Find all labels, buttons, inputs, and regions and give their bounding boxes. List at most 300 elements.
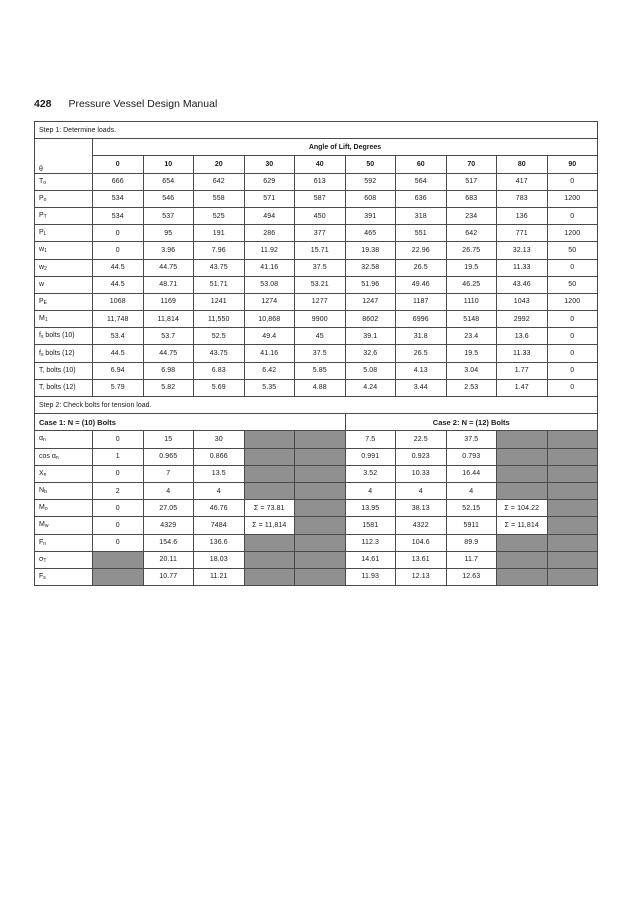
symbol: σ — [39, 555, 44, 563]
value-cell: 683 — [446, 190, 497, 207]
value-cell: 642 — [446, 225, 497, 242]
value-cell: 7.5 — [345, 431, 396, 448]
step1-row-label — [35, 362, 93, 379]
value-cell: 43.75 — [194, 345, 245, 362]
value-cell: 10.77 — [143, 568, 194, 585]
shaded-cell — [93, 551, 144, 568]
value-cell: 5911 — [446, 517, 497, 534]
angle-header-row — [35, 139, 598, 156]
step2-row-label — [35, 482, 93, 499]
value-cell: 26.75 — [446, 242, 497, 259]
step2-row-label — [35, 448, 93, 465]
value-cell: 50 — [547, 242, 598, 259]
value-cell: 4 — [396, 482, 447, 499]
value-cell: 4.24 — [345, 379, 396, 396]
table-row — [35, 448, 598, 465]
value-cell: 517 — [446, 173, 497, 190]
shaded-cell — [547, 517, 598, 534]
shaded-cell — [547, 568, 598, 585]
value-cell: 666 — [93, 173, 144, 190]
shaded-cell — [295, 465, 346, 482]
shaded-cell — [497, 465, 548, 482]
value-cell: 6.83 — [194, 362, 245, 379]
symbol: w — [39, 246, 45, 254]
value-cell: 0.991 — [345, 448, 396, 465]
symbol: w — [39, 263, 45, 271]
shaded-cell — [295, 534, 346, 551]
value-cell: 537 — [143, 207, 194, 224]
value-cell: 136.6 — [194, 534, 245, 551]
table-row — [35, 190, 598, 207]
value-cell: 6.94 — [93, 362, 144, 379]
shaded-cell — [295, 448, 346, 465]
case-header-row — [35, 414, 598, 431]
angle-values-row — [35, 156, 598, 173]
value-cell: 1.47 — [497, 379, 548, 396]
shaded-cell — [497, 482, 548, 499]
value-cell: Σ = 11,814 — [244, 517, 295, 534]
value-cell: 4 — [194, 482, 245, 499]
value-cell: 4 — [446, 482, 497, 499]
value-cell: 52.5 — [194, 328, 245, 345]
subscript: s — [43, 574, 46, 581]
table-row — [35, 207, 598, 224]
value-cell: 13.95 — [345, 500, 396, 517]
table-row — [35, 311, 598, 328]
value-cell: 16.44 — [446, 465, 497, 482]
value-cell: 37.5 — [295, 345, 346, 362]
value-cell: 30 — [194, 431, 245, 448]
angle-cell: 40 — [295, 156, 346, 173]
value-cell: 27.05 — [143, 500, 194, 517]
value-cell: 0 — [93, 534, 144, 551]
subscript: E — [43, 299, 48, 306]
value-cell: 5.79 — [93, 379, 144, 396]
value-cell: Σ = 11,814 — [497, 517, 548, 534]
value-cell: 4322 — [396, 517, 447, 534]
step2-label: Step 2: Check bolts for tension load. — [35, 397, 598, 414]
value-cell: 3.04 — [446, 362, 497, 379]
value-cell: 53.21 — [295, 276, 346, 293]
shaded-cell — [547, 500, 598, 517]
value-cell: 0 — [93, 242, 144, 259]
value-cell: 558 — [194, 190, 245, 207]
shaded-cell — [244, 482, 295, 499]
angle-cell: 70 — [446, 156, 497, 173]
table-row — [35, 276, 598, 293]
value-cell: 13.61 — [396, 551, 447, 568]
case2-header: Case 2: N = (12) Bolts — [345, 414, 598, 431]
value-cell: 377 — [295, 225, 346, 242]
value-cell: 0 — [93, 431, 144, 448]
symbol: X — [39, 469, 44, 477]
subscript: T — [43, 557, 47, 564]
value-cell: Σ = 104.22 — [497, 500, 548, 517]
case1-header: Case 1: N = (10) Bolts — [35, 414, 346, 431]
subscript: 1 — [44, 317, 48, 324]
value-cell: 318 — [396, 207, 447, 224]
subscript: s — [40, 351, 44, 358]
value-cell: 771 — [497, 225, 548, 242]
value-cell: 0 — [547, 259, 598, 276]
value-cell: 15.71 — [295, 242, 346, 259]
shaded-cell — [295, 517, 346, 534]
value-cell: 1241 — [194, 293, 245, 310]
value-cell: 15 — [143, 431, 194, 448]
step1-row-label — [35, 242, 93, 259]
step1-row-label — [35, 328, 93, 345]
value-cell: 12.63 — [446, 568, 497, 585]
shaded-cell — [547, 482, 598, 499]
value-cell: 50 — [547, 276, 598, 293]
table-row — [35, 259, 598, 276]
shaded-cell — [244, 465, 295, 482]
value-cell: 19.5 — [446, 345, 497, 362]
value-cell: 112.3 — [345, 534, 396, 551]
angle-cell: 10 — [143, 156, 194, 173]
value-cell: 51.71 — [194, 276, 245, 293]
value-cell: 5.85 — [295, 362, 346, 379]
value-cell: 5.69 — [194, 379, 245, 396]
value-cell: 534 — [93, 190, 144, 207]
value-cell: 39.1 — [345, 328, 396, 345]
angle-cell: 50 — [345, 156, 396, 173]
value-cell: 642 — [194, 173, 245, 190]
subscript: b — [44, 489, 47, 496]
value-cell: 0.866 — [194, 448, 245, 465]
value-cell: 0.923 — [396, 448, 447, 465]
subscript: 2 — [44, 265, 47, 272]
value-cell: 10.33 — [396, 465, 447, 482]
table-row — [35, 517, 598, 534]
value-cell: 49.46 — [396, 276, 447, 293]
shaded-cell — [295, 431, 346, 448]
value-cell: 19.38 — [345, 242, 396, 259]
value-cell: 41.16 — [244, 259, 295, 276]
value-cell: 53.4 — [93, 328, 144, 345]
value-cell: 1068 — [93, 293, 144, 310]
shaded-cell — [547, 465, 598, 482]
value-cell: 6.98 — [143, 362, 194, 379]
value-cell: 5148 — [446, 311, 497, 328]
value-cell: 1247 — [345, 293, 396, 310]
value-cell: 37.5 — [295, 259, 346, 276]
value-cell: 551 — [396, 225, 447, 242]
angle-cell: 30 — [244, 156, 295, 173]
value-cell: 571 — [244, 190, 295, 207]
symbol: α — [39, 435, 44, 443]
step2-row-label — [35, 568, 93, 585]
step1-row — [35, 122, 598, 139]
subscript: s — [40, 334, 44, 341]
symbol: N — [39, 487, 45, 495]
value-cell: 52.15 — [446, 500, 497, 517]
symbol: P — [39, 212, 44, 220]
shaded-cell — [547, 431, 598, 448]
value-cell: 11.7 — [446, 551, 497, 568]
value-cell: 45 — [295, 328, 346, 345]
shaded-cell — [547, 551, 598, 568]
shaded-cell — [244, 431, 295, 448]
value-cell: 11.93 — [345, 568, 396, 585]
step1-row-label — [35, 173, 93, 190]
value-cell: 4 — [345, 482, 396, 499]
symbol: M — [39, 521, 45, 529]
value-cell: 89.9 — [446, 534, 497, 551]
value-cell: 391 — [345, 207, 396, 224]
value-cell: 0 — [93, 517, 144, 534]
loads-table-body — [35, 122, 598, 586]
shaded-cell — [93, 568, 144, 585]
symbol: f — [39, 349, 41, 357]
value-cell: 7.96 — [194, 242, 245, 259]
angle-cell: 90 — [547, 156, 598, 173]
value-cell: 9900 — [295, 311, 346, 328]
value-cell: 51.96 — [345, 276, 396, 293]
value-cell: 11,550 — [194, 311, 245, 328]
value-cell: 11,748 — [93, 311, 144, 328]
step1-row-label — [35, 379, 93, 396]
shaded-cell — [244, 448, 295, 465]
value-cell: 6996 — [396, 311, 447, 328]
symbol: P — [39, 297, 44, 305]
shaded-cell — [295, 500, 346, 517]
value-cell: 1277 — [295, 293, 346, 310]
value-cell: 136 — [497, 207, 548, 224]
shaded-cell — [244, 568, 295, 585]
loads-table — [34, 121, 598, 586]
value-cell: 1200 — [547, 190, 598, 207]
subscript: o — [43, 179, 47, 186]
value-cell: 4 — [143, 482, 194, 499]
value-cell: 10,868 — [244, 311, 295, 328]
value-cell: Σ = 73.81 — [244, 500, 295, 517]
angle-cell: 80 — [497, 156, 548, 173]
step1-row-label — [35, 276, 93, 293]
subscript: n — [43, 540, 47, 547]
value-cell: 53.08 — [244, 276, 295, 293]
value-cell: 0 — [93, 500, 144, 517]
symbol: T — [39, 177, 44, 185]
step2-row-label — [35, 500, 93, 517]
value-cell: 20.11 — [143, 551, 194, 568]
value-cell: 19.5 — [446, 259, 497, 276]
value-cell: 1110 — [446, 293, 497, 310]
value-cell: 0 — [547, 328, 598, 345]
value-cell: 629 — [244, 173, 295, 190]
subscript: n — [43, 471, 47, 478]
value-cell: 2 — [93, 482, 144, 499]
symbol: T, bolts (12) — [39, 384, 76, 392]
step2-row-label — [35, 534, 93, 551]
value-cell: 38.13 — [396, 500, 447, 517]
page-number: 428 — [34, 98, 52, 110]
value-cell: 1581 — [345, 517, 396, 534]
value-cell: 1200 — [547, 225, 598, 242]
shaded-cell — [547, 534, 598, 551]
table-row — [35, 362, 598, 379]
value-cell: 4329 — [143, 517, 194, 534]
value-cell: 44.5 — [93, 276, 144, 293]
value-cell: 26.5 — [396, 345, 447, 362]
value-cell: 1169 — [143, 293, 194, 310]
symbol: w — [39, 281, 45, 289]
value-cell: 0.965 — [143, 448, 194, 465]
step1-row-label — [35, 207, 93, 224]
value-cell: 41.16 — [244, 345, 295, 362]
subscript: 1 — [44, 248, 47, 255]
value-cell: 23.4 — [446, 328, 497, 345]
value-cell: 191 — [194, 225, 245, 242]
step1-row-label — [35, 190, 93, 207]
value-cell: 22.5 — [396, 431, 447, 448]
symbol: cos α — [39, 452, 56, 460]
value-cell: 12.13 — [396, 568, 447, 585]
value-cell: 46.25 — [446, 276, 497, 293]
shaded-cell — [497, 448, 548, 465]
table-row — [35, 242, 598, 259]
value-cell: 6.42 — [244, 362, 295, 379]
value-cell: 11,814 — [143, 311, 194, 328]
value-cell: 286 — [244, 225, 295, 242]
value-cell: 525 — [194, 207, 245, 224]
value-cell: 48.71 — [143, 276, 194, 293]
value-cell: 0 — [547, 362, 598, 379]
value-cell: 234 — [446, 207, 497, 224]
value-cell: 26.5 — [396, 259, 447, 276]
step1-row-label — [35, 311, 93, 328]
value-cell: 44.5 — [93, 345, 144, 362]
table-row — [35, 551, 598, 568]
symbol: M — [39, 504, 45, 512]
angle-cell: 20 — [194, 156, 245, 173]
value-cell: 5.35 — [244, 379, 295, 396]
value-cell: 11.33 — [497, 345, 548, 362]
value-cell: 22.96 — [396, 242, 447, 259]
value-cell: 43.46 — [497, 276, 548, 293]
value-cell: 44.75 — [143, 259, 194, 276]
value-cell: 8602 — [345, 311, 396, 328]
value-cell: 0 — [547, 207, 598, 224]
value-cell: 32.6 — [345, 345, 396, 362]
value-cell: 13.5 — [194, 465, 245, 482]
subscript: T — [43, 214, 47, 221]
value-cell: 31.8 — [396, 328, 447, 345]
value-cell: 7 — [143, 465, 194, 482]
book-title: Pressure Vessel Design Manual — [68, 98, 218, 110]
value-cell: 4.88 — [295, 379, 346, 396]
value-cell: 0 — [93, 465, 144, 482]
value-cell: 11.92 — [244, 242, 295, 259]
shaded-cell — [497, 551, 548, 568]
value-cell: 0 — [547, 173, 598, 190]
value-cell: 44.5 — [93, 259, 144, 276]
step1-row-label — [35, 225, 93, 242]
shaded-cell — [497, 534, 548, 551]
table-row — [35, 293, 598, 310]
subscript: L — [43, 231, 47, 238]
symbol: F — [39, 572, 44, 580]
shaded-cell — [295, 568, 346, 585]
value-cell: 18.03 — [194, 551, 245, 568]
table-row — [35, 379, 598, 396]
value-cell: 1043 — [497, 293, 548, 310]
subscript: o — [43, 196, 47, 203]
value-cell: 13.6 — [497, 328, 548, 345]
value-cell: 2992 — [497, 311, 548, 328]
value-cell: 1274 — [244, 293, 295, 310]
value-cell: 14.61 — [345, 551, 396, 568]
value-cell: 46.76 — [194, 500, 245, 517]
angle-cell: 60 — [396, 156, 447, 173]
value-cell: 654 — [143, 173, 194, 190]
value-cell: 3.44 — [396, 379, 447, 396]
value-cell: 154.6 — [143, 534, 194, 551]
symbol: P — [39, 229, 44, 237]
value-cell: 783 — [497, 190, 548, 207]
value-cell: 1 — [93, 448, 144, 465]
value-cell: 0 — [93, 225, 144, 242]
value-cell: 1200 — [547, 293, 598, 310]
value-cell: 564 — [396, 173, 447, 190]
table-row — [35, 534, 598, 551]
symbol: F — [39, 538, 44, 546]
table-row — [35, 345, 598, 362]
step2-row-label — [35, 465, 93, 482]
value-cell: 49.4 — [244, 328, 295, 345]
value-cell: 0 — [547, 311, 598, 328]
symbol: f — [39, 332, 41, 340]
value-cell: 1187 — [396, 293, 447, 310]
value-cell: 37.5 — [446, 431, 497, 448]
table-row — [35, 500, 598, 517]
step1-label: Step 1: Determine loads. — [35, 122, 598, 139]
shaded-cell — [497, 568, 548, 585]
step1-row-label — [35, 259, 93, 276]
step2-row-label — [35, 517, 93, 534]
value-cell: 546 — [143, 190, 194, 207]
table-row — [35, 465, 598, 482]
value-cell: 32.58 — [345, 259, 396, 276]
symbol: T, bolts (10) — [39, 367, 76, 375]
value-cell: 53.7 — [143, 328, 194, 345]
value-cell: 11.21 — [194, 568, 245, 585]
value-cell: 3.96 — [143, 242, 194, 259]
shaded-cell — [244, 551, 295, 568]
angle-of-lift-header: Angle of Lift, Degrees — [93, 139, 598, 156]
step2-row — [35, 397, 598, 414]
shaded-cell — [547, 448, 598, 465]
value-cell: 11.33 — [497, 259, 548, 276]
value-cell: 3.52 — [345, 465, 396, 482]
symbol: P — [39, 194, 44, 202]
table-row — [35, 173, 598, 190]
shaded-cell — [295, 482, 346, 499]
value-cell: 465 — [345, 225, 396, 242]
table-row — [35, 225, 598, 242]
value-cell: 608 — [345, 190, 396, 207]
subscript: n — [43, 437, 46, 444]
step2-row-label — [35, 551, 93, 568]
table-row — [35, 482, 598, 499]
value-cell: 5.82 — [143, 379, 194, 396]
value-cell: 534 — [93, 207, 144, 224]
shaded-cell — [244, 534, 295, 551]
value-cell: 7484 — [194, 517, 245, 534]
symbol: M — [39, 315, 45, 323]
page-header — [34, 98, 217, 110]
value-cell: 43.75 — [194, 259, 245, 276]
